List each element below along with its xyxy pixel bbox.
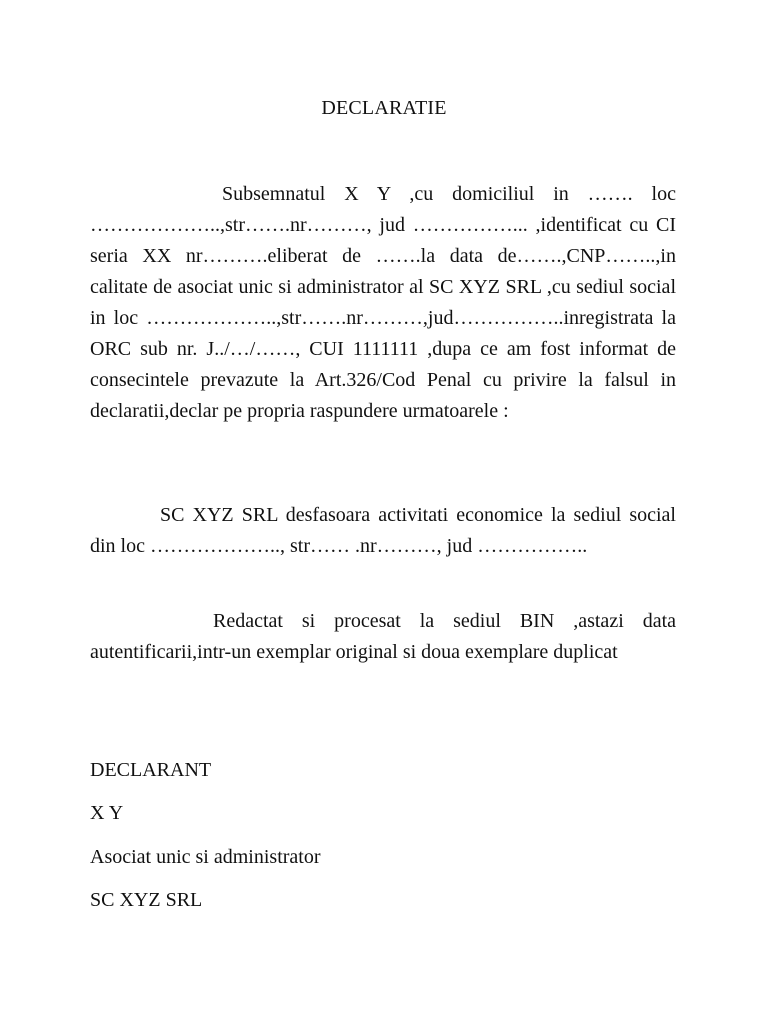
document-title: DECLARATIE — [321, 97, 447, 119]
company-name: SC XYZ SRL — [90, 889, 203, 911]
declaration-paragraph: Subsemnatul X Y ,cu domiciliul in ……. loc ………………..,str…….nr………, jud ……………... ,identificat cu CI seria XX nr……….eliberat de …….la data de…….,CNP……..,in calitate de asociat unic si administrator al SC XYZ SRL ,cu sediul social in loc ………………..,str…….nr………,jud……………..inregistrata la ORC sub nr. J../…/……, CUI 1111111 ,dupa ce am fost informat de consecintele prevazute la Art.326/Cod Penal cu privire la falsul in declaratii,declar pe propria raspundere urmatoarele : — [90, 183, 676, 422]
signatory-name: X Y — [90, 802, 124, 824]
signatory-role: Asociat unic si administrator — [90, 846, 321, 868]
signature-heading: DECLARANT — [90, 759, 212, 781]
activity-paragraph: SC XYZ SRL desfasoara activitati economice la sediul social din loc ……………….., str…… .nr………, jud …………….. — [90, 504, 676, 557]
drafting-paragraph: Redactat si procesat la sediul BIN ,astazi data autentificarii,intr-un exemplar original si doua exemplare duplicat — [90, 610, 676, 663]
